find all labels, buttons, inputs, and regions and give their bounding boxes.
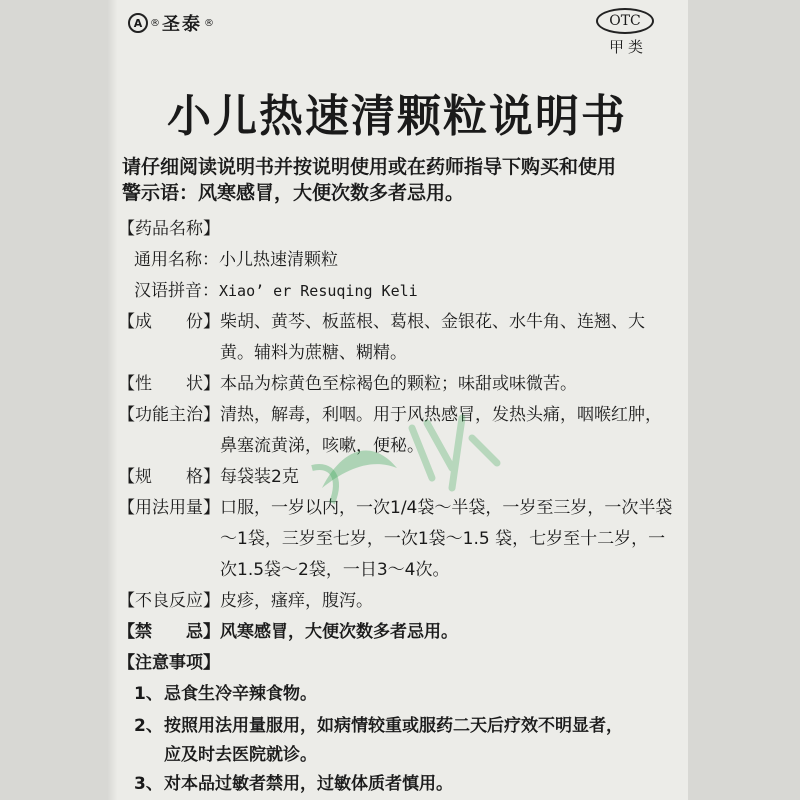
- section-value: 口服，一岁以内，一次1/4袋～半袋，一岁至三岁，一次半袋～1袋，三岁至七岁，一次1袋～1.5 袋，七岁至十二岁，一次1.5袋～2袋，一日3～4次。: [220, 498, 673, 580]
- specification-row: [118, 462, 678, 493]
- section-value: 本品为棕黄色至棕褐色的颗粒；味甜或味微苦。: [220, 374, 577, 394]
- pinyin-row: [134, 276, 694, 307]
- precaution-text: 忌食生冷辛辣食物。: [164, 684, 317, 704]
- section-value: 皮疹，瘙痒，腹泻。: [220, 591, 373, 611]
- warning-notice: 警示语：风寒感冒，大便次数多者忌用。: [122, 182, 465, 204]
- precaution-text: 按照用法用量服用，如病情较重或服药二天后疗效不明显者，: [164, 716, 623, 736]
- brand-name: 圣泰: [162, 14, 202, 35]
- contraindications-row: [118, 617, 678, 648]
- precaution-number: 3、: [134, 774, 163, 794]
- generic-name-row: [134, 245, 694, 276]
- section-label: 【功能主治】: [118, 405, 220, 425]
- adverse-reactions-row: [118, 586, 678, 617]
- precaution-item: [134, 712, 623, 770]
- section-label: 【禁 忌】: [118, 622, 220, 642]
- section-label: 通用名称：: [134, 250, 219, 270]
- section-value: Xiao’ er Resuqing Keli: [219, 282, 418, 300]
- drug-name-heading: [118, 214, 678, 245]
- precaution-text: 对本品过敏者禁用，过敏体质者慎用。: [164, 774, 453, 794]
- indications-row: [118, 400, 678, 462]
- section-value: 小儿热速清颗粒: [219, 250, 338, 270]
- section-label: 【成 份】: [118, 312, 220, 332]
- otc-class-label: 甲类: [609, 38, 648, 56]
- registered-mark: ®: [150, 17, 160, 29]
- section-label: 【不良反应】: [118, 591, 220, 611]
- precaution-text-continued: 应及时去医院就诊。: [164, 745, 317, 765]
- registered-mark-2: ®: [204, 17, 214, 29]
- precaution-number: 1、: [134, 684, 163, 704]
- ingredients-row: [118, 307, 678, 369]
- dosage-row: [118, 493, 678, 586]
- section-label: 【用法用量】: [118, 498, 220, 518]
- precaution-item: [134, 680, 317, 709]
- section-value: 清热，解毒，利咽。用于风热感冒，发热头痛，咽喉红肿，鼻塞流黄涕，咳嗽，便秘。: [220, 405, 662, 456]
- precaution-number: 2、: [134, 716, 163, 736]
- precautions-heading: [118, 648, 678, 679]
- read-instructions-notice: 请仔细阅读说明书并按说明使用或在药师指导下购买和使用: [122, 156, 617, 178]
- otc-badge: OTC: [596, 8, 654, 34]
- section-label: 【药品名称】: [118, 219, 220, 239]
- section-label: 汉语拼音：: [134, 281, 219, 301]
- page-title: 小儿热速清颗粒说明书: [167, 91, 627, 142]
- section-value: 柴胡、黄芩、板蓝根、葛根、金银花、水牛角、连翘、大黄。辅料为蔗糖、糊精。: [220, 312, 645, 363]
- precaution-item: [134, 770, 453, 799]
- brand-header: [128, 8, 216, 38]
- section-label: 【规 格】: [118, 467, 220, 487]
- section-label: 【性 状】: [118, 374, 220, 394]
- brand-logo-icon: A: [128, 13, 148, 33]
- section-value: 风寒感冒，大便次数多者忌用。: [220, 622, 458, 642]
- section-value: 每袋装2克: [220, 467, 299, 487]
- appearance-row: [118, 369, 678, 400]
- section-label: 【注意事项】: [118, 653, 220, 673]
